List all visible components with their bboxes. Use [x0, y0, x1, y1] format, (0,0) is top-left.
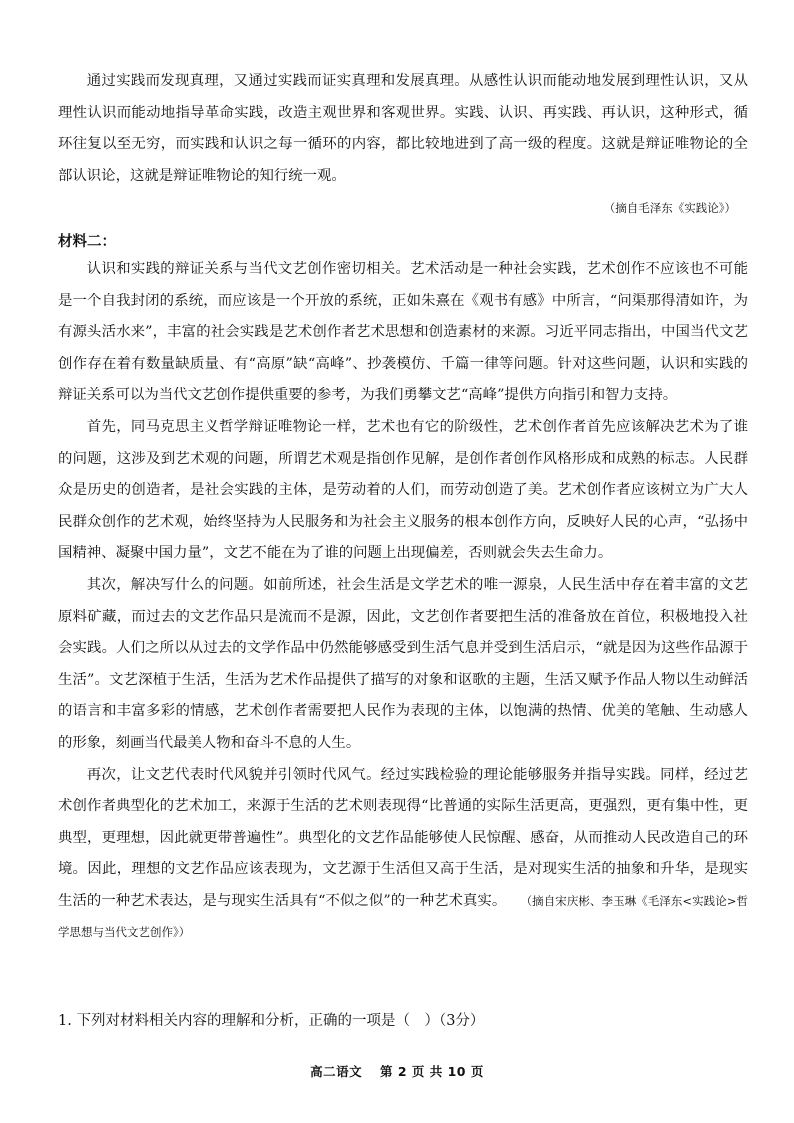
material-two-paragraph-1: 认识和实践的辩证关系与当代文艺创作密切相关。艺术活动是一种社会实践，艺术创作不应该也不可能是一个自我封闭的系统，而应该是一个开放的系统，正如朱熹在《观书有感》中所言，“问渠那得清如许，为有源头活水来”，丰富的社会实践是艺术创作者艺术思想和创造素材的来源。习近平同志指出，中国当代文艺创作存在着有数量缺质量、有“高原”缺“高峰”、抄袭模仿、千篇一律等问题。针对这些问题，认识和实践的辩证关系可以为当代文艺创作提供重要的参考，为我们勇攀文艺“高峰”提供方向指引和智力支持。 [58, 261, 748, 404]
page-footer: 高二语文 第 2 页 共 10 页 [310, 1064, 484, 1079]
material-two-paragraph-2: 首先，同马克思主义哲学辩证唯物论一样，艺术也有它的阶级性，艺术创作者首先应该解决艺术为了谁的问题，这涉及到艺术观的问题，所谓艺术观是指创作见解，是创作者创作风格形成和成熟的标志。人民群众是历史的创造者，是社会实践的主体，是劳动着的人们，而劳动创造了美。艺术创作者应该树立为广大人民群众创作的艺术观，始终坚持为人民服务和为社会主义服务的根本创作方向，反映好人民的心声，“弘扬中国精神、凝聚中国力量”，文艺不能在为了谁的问题上出现偏差，否则就会失去生命力。 [58, 418, 748, 562]
material-two-paragraph-4-text: 再次，让文艺代表时代风貌并引领时代风气。经过实践检验的理论能够服务并指导实践。同样，经过艺术创作者典型化的艺术加工，来源于生活的艺术则表现得“比普通的实际生活更高，更强烈，更有集中性，更典型，更理想，因此就更带普遍性”。典型化的文艺作品能够使人民惊醒、感奋，从而推动人民改造自己的环境。因此，理想的文艺作品应该表现为，文艺源于生活但又高于生活，是对现实生活的抽象和升华，是现实生活的一种艺术表达，是与现实生活具有“不似之似”的一种艺术真实。 [58, 766, 748, 909]
material-one-paragraph: 通过实践而发现真理，又通过实践而证实真理和发展真理。从感性认识而能动地发展到理性认识，又从理性认识而能动地指导革命实践，改造主观世界和客观世界。实践、认识、再实践、再认识，这种形式，循环往复以至无穷，而实践和认识之每一循环的内容，都比较地进到了高一级的程度。这就是辩证唯物论的全部认识论，这就是辩证唯物论的知行统一观。 [58, 73, 748, 184]
material-one-source: （摘自毛泽东《实践论》） [603, 201, 736, 215]
question-1: 1. 下列对材料相关内容的理解和分析，正确的一项是（ ）（3分） [58, 1013, 485, 1029]
material-two-source: （摘自宋庆彬、李玉琳《毛泽东<实践论>哲学思想与当代文艺创作》） [58, 893, 748, 940]
material-two-body [58, 254, 748, 949]
material-two-paragraph-4 [58, 760, 748, 950]
material-one [58, 66, 748, 192]
material-two-paragraph-3: 其次，解决写什么的问题。如前所述，社会生活是文学艺术的唯一源泉，人民生活中存在着丰富的文艺原料矿藏，而过去的文艺作品只是流而不是源，因此，文艺创作者要把生活的准备放在首位，积极地投入社会实践。人们之所以从过去的文学作品中仍然能够感受到生活气息并受到生活启示，“就是因为这些作品源于生活”。文艺深植于生活，生活为艺术作品提供了描写的对象和讴歌的主题，生活又赋予作品人物以生动鲜活的语言和丰富多彩的情感，艺术创作者需要把人民作为表现的主体，以饱满的热情、优美的笔触、生动感人的形象，刻画当代最美人物和奋斗不息的人生。 [58, 576, 748, 751]
material-two-heading: 材料二： [58, 234, 116, 250]
